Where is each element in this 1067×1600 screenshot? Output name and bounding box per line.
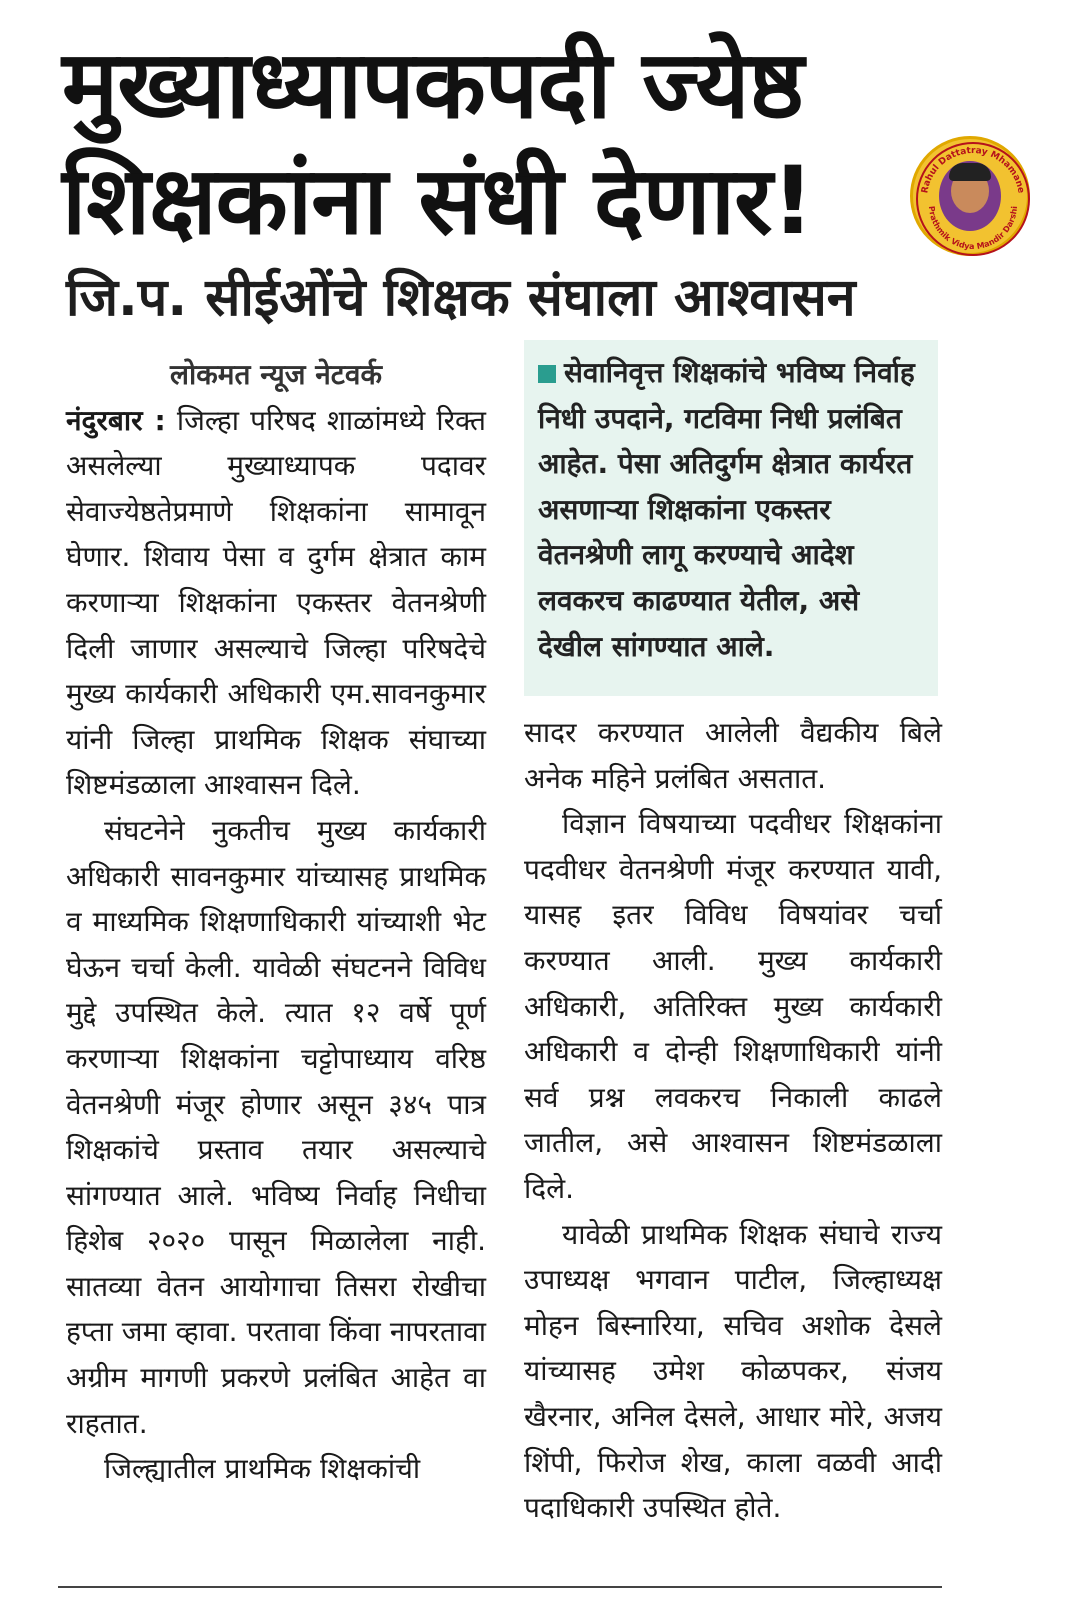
right-paragraph-1: सादर करण्यात आलेली वैद्यकीय बिले अनेक महिने प्रलंबित असतात.: [524, 716, 942, 795]
bullet-square-icon: [538, 365, 556, 383]
right-column: [524, 710, 942, 1531]
dateline: नंदुरबार :: [66, 403, 166, 437]
highlight-box: [524, 340, 938, 696]
article-paragraph-3: जिल्ह्यातील प्राथमिक शिक्षकांची: [104, 1452, 421, 1486]
article-paragraph-2: संघटनेने नुकतीच मुख्य कार्यकारी अधिकारी सावनकुमार यांच्यासह प्राथमिक व माध्यमिक शिक्षणाधिकारी यांच्याशी भेट घेऊन चर्चा केली. यावेळी संघटनने विविध मुद्दे उपस्थित केले. त्यात १२ वर्षे पूर्ण करणाऱ्या शिक्षकांना चट्टोपाध्याय वरिष्ठ वेतनश्रेणी मंजूर होणार असून ३४५ पात्र शिक्षकांचे प्रस्ताव तयार असल्याचे सांगण्यात आले. भविष्य निर्वाह निधीचा हिशेब २०२० पासून मिळालेला नाही. सातव्या वेतन आयोगाचा तिसरा रोखीचा हप्ता जमा व्हावा. परतावा किंवा नापरतावा अग्रीम मागणी प्रकरणे प्रलंबित आहेत वा राहतात.: [66, 813, 486, 1440]
profile-badge: [910, 136, 1030, 256]
badge-name: Rahul Dattatray Mhamane: [920, 146, 1026, 195]
headline-line-1: मुख्याध्यापकपदी ज्येष्ठ: [62, 31, 803, 140]
headline-line-2: शिक्षकांना संधी देणार!: [62, 147, 814, 256]
highlight-text: सेवानिवृत्त शिक्षकांचे भविष्य निर्वाह निधी उपदाने, गटविमा निधी प्रलंबित आहेत. पेसा अतिदुर्गम क्षेत्रात कार्यरत असणाऱ्या शिक्षकांना एकस्तर वेतनश्रेणी लागू करण्याचे आदेश लवकरच काढण्यात येतील, असे देखील सांगण्यात आले.: [538, 356, 915, 663]
portrait-photo-icon: [939, 161, 1001, 231]
byline: लोकमत न्यूज नेटवर्क: [170, 358, 382, 391]
left-column: [66, 352, 486, 1492]
paragraph-1-text: जिल्हा परिषद शाळांमध्ये रिक्त असलेल्या मुख्याध्यापक पदावर सेवाज्येष्ठतेप्रमाणे शिक्षकांना सामावून घेणार. शिवाय पेसा व दुर्गम क्षेत्रात काम करणाऱ्या शिक्षकांना एकस्तर वेतनश्रेणी दिली जाणार असल्याचे जिल्हा परिषदेचे मुख्य कार्यकारी अधिकारी एम.सावनकुमार यांनी जिल्हा प्राथमिक शिक्षक संघाच्या शिष्टमंडळाला आश्वासन दिले.: [66, 403, 486, 802]
subheadline: जि.प. सीईओंचे शिक्षक संघाला आश्वासन: [66, 268, 856, 328]
article-paragraph-1: [66, 398, 486, 808]
badge-school: Prathmik Vidya Mandir Darshi: [926, 205, 1020, 252]
right-paragraph-2: विज्ञान विषयाच्या पदवीधर शिक्षकांना पदवीधर वेतनश्रेणी मंजूर करण्यात यावी, यासह इतर विविध विषयांवर चर्चा करण्यात आली. मुख्य कार्यकारी अधिकारी, अतिरिक्त मुख्य कार्यकारी अधिकारी व दोन्ही शिक्षणाधिकारी यांनी सर्व प्रश्न लवकरच निकाली काढले जातील, असे आश्वासन शिष्टमंडळाला दिले.: [524, 807, 942, 1205]
bottom-rule: [58, 1586, 942, 1588]
headline: [62, 28, 922, 260]
right-paragraph-3: यावेळी प्राथमिक शिक्षक संघाचे राज्य उपाध्यक्ष भगवान पाटील, जिल्हाध्यक्ष मोहन बिस्नारिया, सचिव अशोक देसले यांच्यासह उमेश कोळपकर, संजय खैरनार, अनिल देसले, आधार मोरे, अजय शिंपी, फिरोज शेख, काला वळवी आदी पदाधिकारी उपस्थित होते.: [524, 1217, 942, 1525]
